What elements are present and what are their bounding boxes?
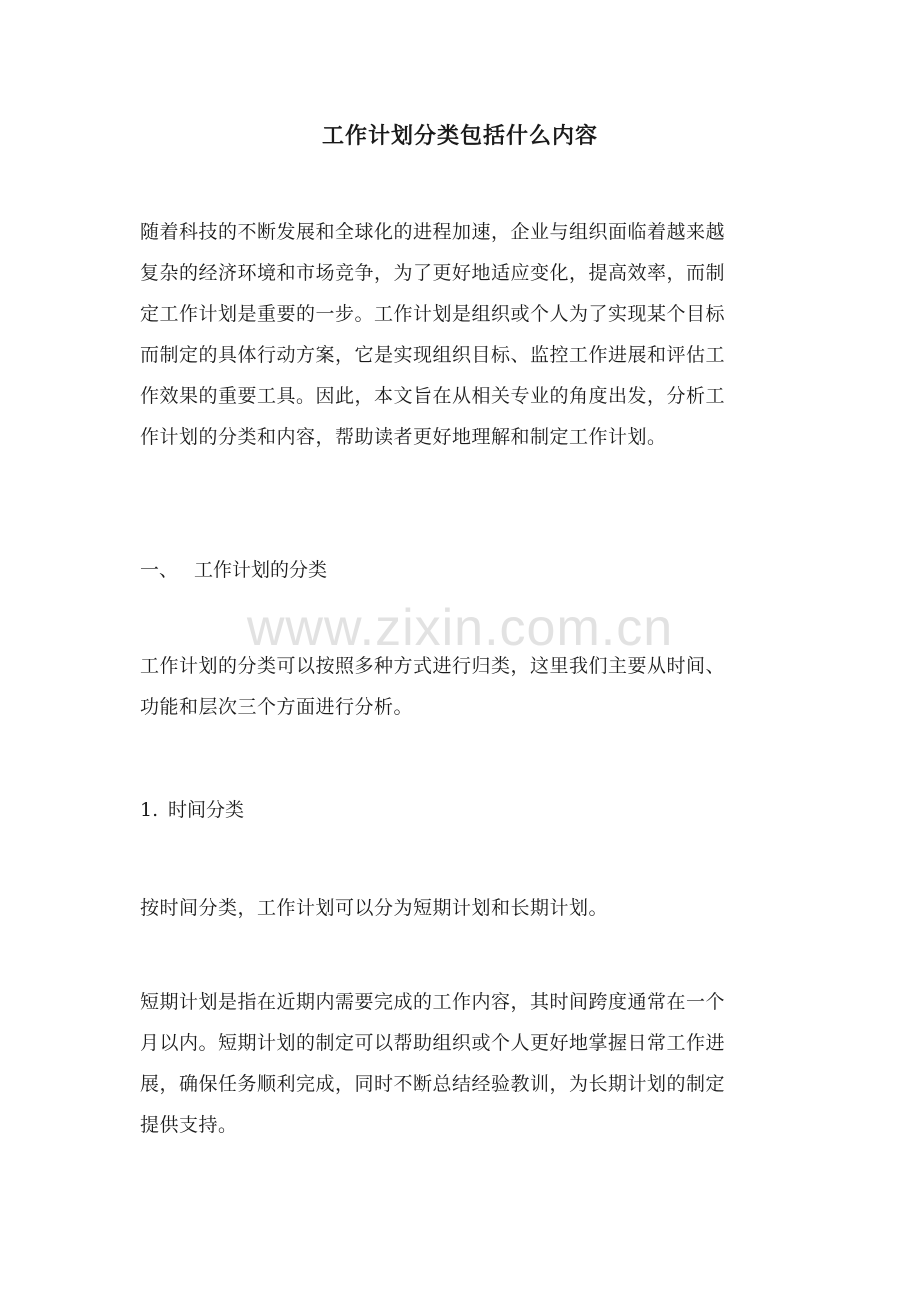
paragraph-line: 工作计划的分类可以按照多种方式进行归类，这里我们主要从时间、 <box>140 655 726 677</box>
paragraph-line: 而制定的具体行动方案，它是实现组织目标、监控工作进展和评估工 <box>140 344 726 366</box>
subsection-number: 1. <box>140 799 159 821</box>
section-number: 一、 <box>140 559 179 581</box>
paragraph-line: 短期计划是指在近期内需要完成的工作内容，其时间跨度通常在一个 <box>140 991 726 1013</box>
paragraph-line: 功能和层次三个方面进行分析。 <box>140 696 414 718</box>
subsection-heading <box>140 790 244 831</box>
watermark: www.zixin.com.cn <box>246 599 674 657</box>
section-label: 工作计划的分类 <box>194 559 328 581</box>
paragraph-line: 复杂的经济环境和市场竞争，为了更好地适应变化，提高效率，而制 <box>140 262 726 284</box>
paragraph-line: 展，确保任务顺利完成，同时不断总结经验教训，为长期计划的制定 <box>140 1073 726 1095</box>
paragraph-line: 作效果的重要工具。因此，本文旨在从相关专业的角度出发，分析工 <box>140 385 726 407</box>
short-term-paragraph <box>140 982 785 1146</box>
section-heading <box>140 550 327 591</box>
paragraph-line: 月以内。短期计划的制定可以帮助组织或个人更好地掌握日常工作进 <box>140 1032 726 1054</box>
intro-paragraph <box>140 212 785 458</box>
paragraph-line: 提供支持。 <box>140 1114 238 1136</box>
section-paragraph <box>140 646 785 728</box>
paragraph-line: 作计划的分类和内容，帮助读者更好地理解和制定工作计划。 <box>140 426 667 448</box>
paragraph-line: 定工作计划是重要的一步。工作计划是组织或个人为了实现某个目标 <box>140 303 726 325</box>
document-title: 工作计划分类包括什么内容 <box>321 123 598 149</box>
subsection-intro-paragraph <box>140 888 785 929</box>
paragraph-line: 按时间分类，工作计划可以分为短期计划和长期计划。 <box>140 897 609 919</box>
subsection-label: 时间分类 <box>168 799 245 821</box>
paragraph-line: 随着科技的不断发展和全球化的进程加速，企业与组织面临着越来越 <box>140 221 726 243</box>
